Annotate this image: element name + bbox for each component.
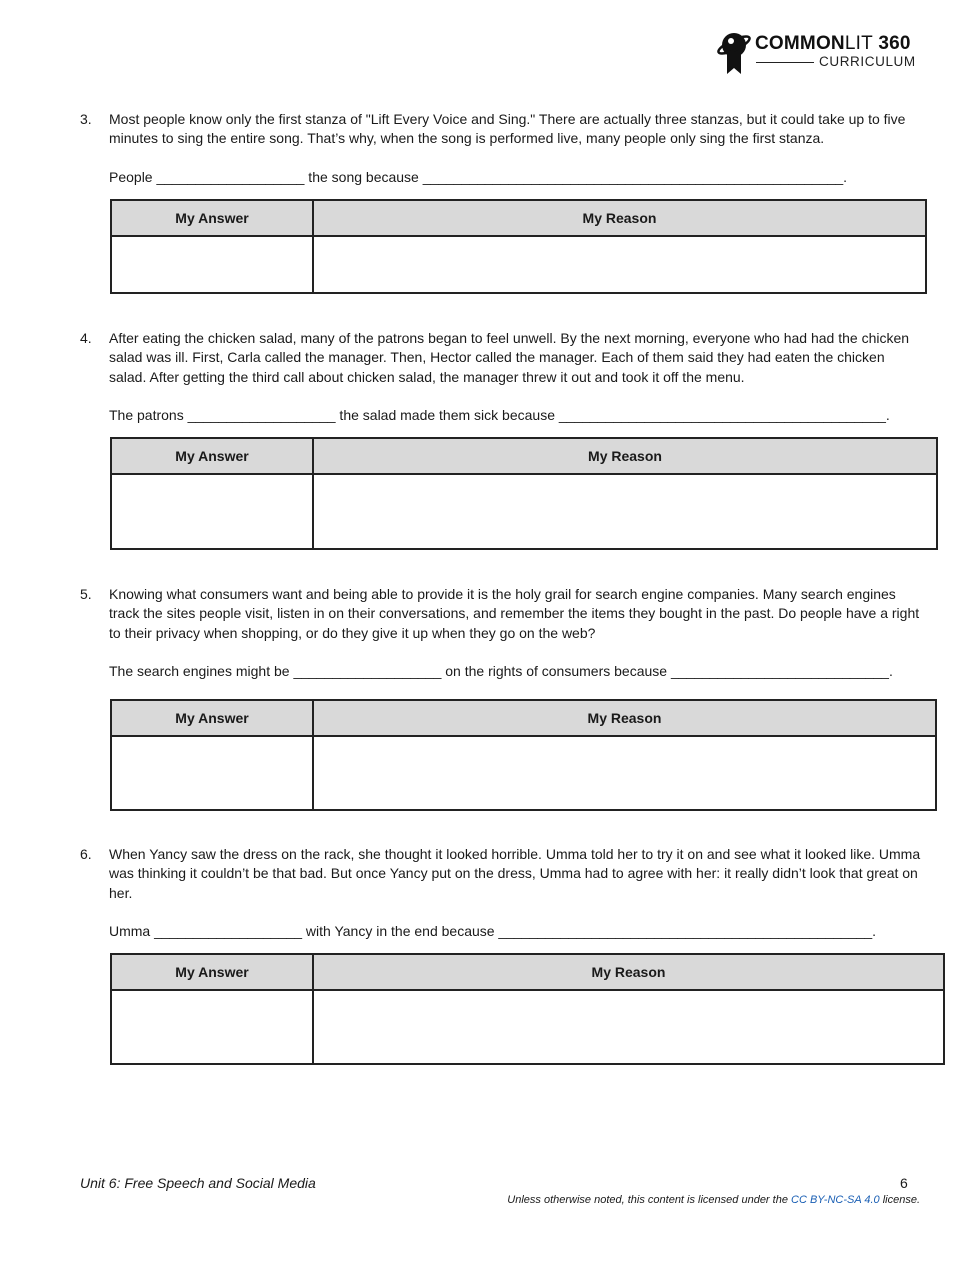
my-answer-header: My Answer xyxy=(111,200,313,236)
footer-unit-title: Unit 6: Free Speech and Social Media xyxy=(80,1175,316,1191)
question-number: 3. xyxy=(80,111,92,127)
brand-subtitle: CURRICULUM xyxy=(819,54,916,69)
my-reason-cell[interactable] xyxy=(313,736,936,810)
my-reason-header: My Reason xyxy=(313,200,926,236)
my-reason-header: My Reason xyxy=(313,954,944,990)
question-number: 6. xyxy=(80,846,92,862)
sentence-frame: The patrons ___________________ the salad made them sick because __________________________________________. xyxy=(109,407,890,423)
answer-table xyxy=(110,699,937,811)
my-answer-header: My Answer xyxy=(111,438,313,474)
question-number: 5. xyxy=(80,586,92,602)
license-notice: Unless otherwise noted, this content is licensed under the CC BY-NC-SA 4.0 license. xyxy=(507,1194,920,1206)
question-number: 4. xyxy=(80,330,92,346)
sentence-frame: The search engines might be ___________________ on the rights of consumers because ____________________________. xyxy=(109,663,893,679)
my-answer-header: My Answer xyxy=(111,954,313,990)
my-reason-cell[interactable] xyxy=(313,990,944,1064)
my-reason-header: My Reason xyxy=(313,438,937,474)
brand-divider xyxy=(756,62,814,63)
question-text: Most people know only the first stanza of "Lift Every Voice and Sing." There are actually three stanzas, but it could take up to five minutes to sing the entire song. That’s why, when the song is performed live, many people only sing the first stanza. xyxy=(109,111,906,147)
question-text: After eating the chicken salad, many of the patrons began to feel unwell. By the next morning, everyone who had had the chicken salad was ill. First, Carla called the manager. Then, Hector called the manager. Each of them said they had eaten the chicken salad. After getting the third call about chicken salad, the manager threw it out and took it off the menu. xyxy=(109,330,910,385)
my-reason-header: My Reason xyxy=(313,700,936,736)
license-link[interactable]: CC BY-NC-SA 4.0 xyxy=(791,1194,880,1206)
question-text: When Yancy saw the dress on the rack, she thought it looked horrible. Umma told her to try it on and see what it looked like. Umma was thinking it couldn’t be that bad. But once Yancy put on the dress, Umma had to agree with her: it really didn’t look that great on her. xyxy=(109,846,921,901)
commonlit-logo-icon xyxy=(715,28,751,76)
answer-table xyxy=(110,199,927,294)
my-reason-cell[interactable] xyxy=(313,236,926,293)
my-answer-cell[interactable] xyxy=(111,236,313,293)
answer-table xyxy=(110,437,938,550)
question-text: Knowing what consumers want and being able to provide it is the holy grail for search engine companies. Many search engines track the sites people visit, listen in on their conversations, and remember the items they bought in the past. Do people have a right to their privacy when shopping, or do they give it up when they go on the web? xyxy=(109,586,920,641)
page-number: 6 xyxy=(900,1175,908,1191)
my-answer-cell[interactable] xyxy=(111,736,313,810)
my-reason-cell[interactable] xyxy=(313,474,937,549)
my-answer-header: My Answer xyxy=(111,700,313,736)
my-answer-cell[interactable] xyxy=(111,990,313,1064)
sentence-frame: Umma ___________________ with Yancy in the end because ________________________________________________. xyxy=(109,923,877,939)
my-answer-cell[interactable] xyxy=(111,474,313,549)
answer-table xyxy=(110,953,945,1065)
sentence-frame: People ___________________ the song because ______________________________________________________. xyxy=(109,169,848,185)
brand-name: COMMONLIT 360 xyxy=(755,33,911,54)
